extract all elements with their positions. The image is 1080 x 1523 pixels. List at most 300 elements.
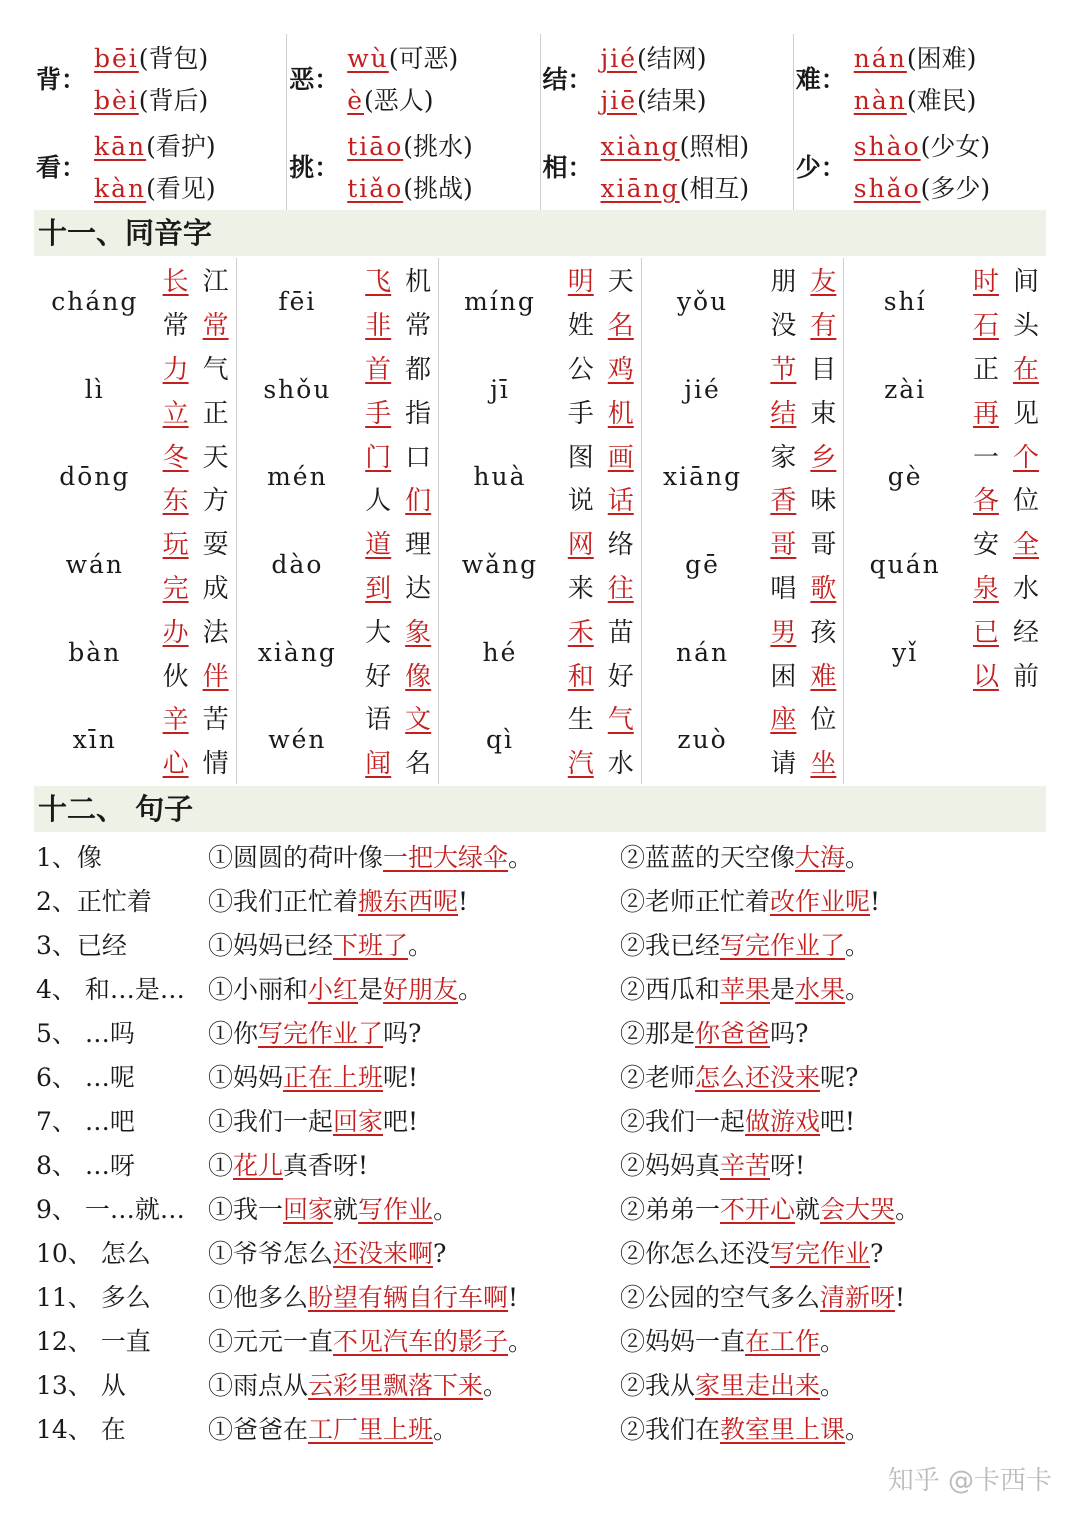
fill-in-phrase: 在工作 [745, 1327, 821, 1356]
homophone-group [844, 521, 1046, 609]
polyphone-char: 相： [542, 153, 593, 182]
example-sentence [208, 1322, 620, 1358]
sentence-text: ①妈妈 [208, 1063, 284, 1092]
homophone-group [844, 346, 1046, 434]
fill-in-phrase: 小红 [308, 975, 359, 1004]
example-sentence [208, 926, 620, 962]
polyphone-reading [347, 39, 539, 75]
homophone-pinyin: xīn [72, 725, 117, 755]
homophone-group [439, 696, 641, 784]
sentence-text: ②弟弟一 [620, 1195, 721, 1224]
word-char: 请 [770, 749, 797, 780]
example-word: (恶人) [364, 86, 434, 115]
example-sentence [620, 970, 1046, 1006]
target-char: 冬 [162, 442, 189, 473]
sentence-pattern: 12、 一直 [36, 1327, 151, 1356]
sentence-text: ②我从 [620, 1371, 696, 1400]
word-char: 机 [405, 267, 432, 298]
pinyin: nán [853, 44, 907, 73]
homophone-group [237, 433, 439, 521]
word-char: 一 [972, 442, 999, 473]
sentence-text: ②老师正忙着 [620, 887, 771, 916]
sentence-pattern: 1、像 [36, 843, 102, 872]
homophone-pinyin: yǐ [892, 637, 919, 667]
word-char: 图 [567, 442, 594, 473]
homophone-group [237, 521, 439, 609]
polyphone-reading [94, 127, 286, 163]
target-char: 汽 [567, 749, 594, 780]
homophone-pinyin: yǒu [676, 287, 729, 317]
pinyin: bēi [94, 44, 139, 73]
polyphone-reading [601, 127, 793, 163]
sentence-pattern: 13、 从 [36, 1371, 126, 1400]
sentence-text: 呀! [770, 1151, 806, 1180]
pinyin: tiāo [347, 132, 404, 161]
word-char: 语 [365, 705, 392, 736]
fill-in-phrase: 盼望有辆自行车啊 [308, 1283, 509, 1312]
sentence-text: ②妈妈一直 [620, 1327, 746, 1356]
sentence-text: ! [508, 1283, 519, 1312]
pinyin: xiāng [600, 174, 680, 203]
target-char: 在 [1012, 354, 1039, 385]
fill-in-phrase: 清新呀 [820, 1283, 896, 1312]
example-word: (相互) [679, 174, 750, 203]
fill-in-phrase: 会大哭 [820, 1195, 896, 1224]
sentence-text: ①妈妈已经 [208, 931, 334, 960]
sentence-text: 。 [845, 843, 871, 872]
example-word: (困难) [906, 44, 977, 73]
target-char: 明 [567, 267, 594, 298]
target-char: 象 [405, 617, 432, 648]
polyphone-cell [287, 34, 540, 210]
homophone-group [34, 258, 236, 346]
homophone-pinyin: gē [685, 550, 720, 580]
sentence-row [34, 1230, 1046, 1274]
homophone-pinyin: shí [883, 287, 927, 317]
homophone-pinyin: quán [869, 550, 941, 580]
fill-in-phrase: 大海 [795, 843, 846, 872]
polyphone-readings [601, 34, 793, 122]
example-word: (多少) [920, 174, 991, 203]
sentence-text: 呢? [820, 1063, 859, 1092]
target-char: 伴 [202, 661, 229, 692]
target-char: 男 [770, 617, 797, 648]
homophone-pinyin: wán [65, 550, 124, 580]
fill-in-phrase: 写完作业了 [720, 931, 846, 960]
pinyin: xiàng [600, 132, 680, 161]
sentence-text: ① [208, 1151, 234, 1180]
word-char: 情 [202, 749, 229, 780]
sentence-text: ①你 [208, 1019, 259, 1048]
example-word: (照相) [679, 132, 750, 161]
homophone-column [439, 258, 642, 784]
homophone-pinyin: míng [464, 287, 536, 317]
fill-in-phrase: 做游戏 [745, 1107, 821, 1136]
pinyin: wù [347, 44, 389, 73]
polyphone-readings [601, 122, 793, 210]
word-char: 水 [1012, 573, 1039, 604]
fill-in-phrase: 好朋友 [383, 975, 459, 1004]
homophone-pinyin: xiàng [257, 637, 337, 667]
sentence-text: ②你怎么还没 [620, 1239, 771, 1268]
example-sentence [620, 882, 1046, 918]
word-char: 法 [202, 617, 229, 648]
pinyin: jiē [600, 86, 638, 115]
word-char: 家 [770, 442, 797, 473]
target-char: 和 [567, 661, 594, 692]
homophone-pinyin: nán [676, 637, 730, 667]
homophone-pinyin: zài [884, 374, 927, 404]
example-sentence [208, 970, 620, 1006]
word-char: 正 [972, 354, 999, 385]
polyphone-cell [34, 34, 287, 210]
example-word: (挑战) [403, 174, 473, 203]
homophone-pinyin: mén [267, 462, 328, 492]
polyphone-reading [94, 39, 286, 75]
fill-in-phrase: 写完作业了 [258, 1019, 384, 1048]
word-char: 孩 [810, 617, 837, 648]
target-char: 像 [405, 661, 432, 692]
section-11-title: 十一、同音字 [34, 210, 1046, 256]
homophone-group [642, 608, 844, 696]
polyphone-cell [541, 34, 794, 210]
sentence-text: 吗? [383, 1019, 422, 1048]
target-char: 已 [972, 617, 999, 648]
example-sentence [208, 1410, 620, 1446]
polyphone-table [34, 34, 1046, 210]
homophone-group [844, 608, 1046, 696]
example-word: (看见) [146, 174, 216, 203]
word-char: 安 [972, 530, 999, 561]
example-word: (少女) [920, 132, 991, 161]
sentence-row [34, 922, 1046, 966]
example-sentence [620, 1234, 1046, 1270]
example-word: (结果) [637, 86, 707, 115]
homophone-pinyin: lì [84, 374, 105, 404]
example-sentence [620, 1014, 1046, 1050]
sentence-text: ②老师 [620, 1063, 696, 1092]
fill-in-phrase: 不见汽车的影子 [333, 1327, 509, 1356]
sentence-pattern: 11、 多么 [36, 1283, 151, 1312]
target-char: 各 [972, 486, 999, 517]
word-char: 苦 [202, 705, 229, 736]
sentence-text: 是 [770, 975, 796, 1004]
target-char: 再 [972, 398, 999, 429]
homophone-pinyin: qì [485, 725, 514, 755]
polyphone-char: 结： [542, 65, 593, 94]
sentence-row [34, 966, 1046, 1010]
word-char: 见 [1012, 398, 1039, 429]
target-char: 话 [607, 486, 634, 517]
homophone-column [34, 258, 237, 784]
pinyin: nàn [853, 86, 907, 115]
sentence-row [34, 1142, 1046, 1186]
sentence-text: ①他多么 [208, 1283, 309, 1312]
sentence-row [34, 1054, 1046, 1098]
example-sentence [208, 1014, 620, 1050]
target-char: 友 [810, 267, 837, 298]
word-char: 方 [202, 486, 229, 517]
target-char: 道 [365, 530, 392, 561]
target-char: 网 [567, 530, 594, 561]
sentence-text: ②我们一起 [620, 1107, 746, 1136]
word-char: 理 [405, 530, 432, 561]
homophone-group [34, 433, 236, 521]
polyphone-reading [854, 127, 1046, 163]
target-char: 首 [365, 354, 392, 385]
sentence-text: ! [870, 887, 881, 916]
sentence-text: 。 [508, 843, 534, 872]
fill-in-phrase: 你爸爸 [695, 1019, 771, 1048]
example-sentence [208, 882, 620, 918]
sentence-text: ? [433, 1239, 447, 1268]
homophone-group [34, 521, 236, 609]
watermark: 知乎 @卡西卡 [887, 1466, 1052, 1496]
polyphone-reading [601, 169, 793, 205]
sentence-text: 。 [845, 975, 871, 1004]
fill-in-phrase: 一把大绿伞 [383, 843, 509, 872]
sentence-pattern: 8、 …呀 [36, 1151, 135, 1180]
word-char: 经 [1012, 617, 1039, 648]
sentence-text: 。 [508, 1327, 534, 1356]
word-char: 哥 [810, 530, 837, 561]
target-char: 机 [607, 398, 634, 429]
word-char: 手 [567, 398, 594, 429]
homophone-pinyin: bàn [68, 637, 122, 667]
example-sentence [208, 1058, 620, 1094]
sentence-text: 。 [433, 1195, 459, 1224]
homophone-pinyin: wǎng [461, 550, 539, 580]
word-char: 困 [770, 661, 797, 692]
word-char: 来 [567, 573, 594, 604]
sentence-text: ①爸爸在 [208, 1415, 309, 1444]
polyphone-reading [601, 81, 793, 117]
word-char: 耍 [202, 530, 229, 561]
sentence-pattern: 4、 和…是… [36, 975, 185, 1004]
homophone-group [439, 521, 641, 609]
word-char: 常 [162, 311, 189, 342]
fill-in-phrase: 搬东西呢 [358, 887, 459, 916]
homophone-group [237, 608, 439, 696]
target-char: 非 [365, 311, 392, 342]
word-char: 成 [202, 573, 229, 604]
example-sentence [620, 1410, 1046, 1446]
homophone-column [844, 258, 1046, 784]
homophone-group [642, 346, 844, 434]
word-char: 位 [1012, 486, 1039, 517]
fill-in-phrase: 回家 [333, 1107, 384, 1136]
homophone-column [642, 258, 845, 784]
target-char: 常 [202, 311, 229, 342]
sentence-text: 吧! [383, 1107, 419, 1136]
polyphone-char: 恶： [289, 65, 340, 94]
polyphone-char: 少： [795, 153, 846, 182]
polyphone-cell [794, 34, 1046, 210]
polyphone-char: 看： [36, 153, 87, 182]
homophone-pinyin: shǒu [263, 374, 332, 404]
fill-in-phrase: 改作业呢 [770, 887, 871, 916]
sentence-text: ? [870, 1239, 884, 1268]
sentence-text: 呢! [383, 1063, 419, 1092]
target-char: 辛 [162, 705, 189, 736]
target-char: 石 [972, 311, 999, 342]
sentence-text: ! [895, 1283, 906, 1312]
target-char: 手 [365, 398, 392, 429]
target-char: 乡 [810, 442, 837, 473]
fill-in-phrase: 水果 [795, 975, 846, 1004]
sentence-row [34, 1274, 1046, 1318]
homophone-pinyin: fēi [278, 287, 317, 317]
sentence-text: 。 [408, 931, 434, 960]
fill-in-phrase: 苹果 [720, 975, 771, 1004]
homophone-pinyin: dào [271, 550, 324, 580]
polyphone-readings [347, 34, 539, 122]
sentence-text: 吗? [770, 1019, 809, 1048]
target-char: 心 [162, 749, 189, 780]
example-sentence [208, 1102, 620, 1138]
word-char: 朋 [770, 267, 797, 298]
example-sentence [208, 1146, 620, 1182]
polyphone-char: 难： [795, 65, 846, 94]
homophone-group [439, 433, 641, 521]
sentence-pattern: 10、 怎么 [36, 1239, 151, 1268]
target-char: 东 [162, 486, 189, 517]
target-char: 哥 [770, 530, 797, 561]
polyphone-readings [854, 122, 1046, 210]
target-char: 名 [607, 311, 634, 342]
fill-in-phrase: 工厂里上班 [308, 1415, 434, 1444]
example-sentence [208, 1190, 620, 1226]
word-char: 水 [607, 749, 634, 780]
homophone-group [642, 433, 844, 521]
sentence-text: 。 [895, 1195, 921, 1224]
homophone-pinyin: gè [887, 462, 923, 492]
sentence-text: ②妈妈真 [620, 1151, 721, 1180]
sentence-pattern: 3、已经 [36, 931, 127, 960]
target-char: 歌 [810, 573, 837, 604]
word-char: 伙 [162, 661, 189, 692]
target-char: 办 [162, 617, 189, 648]
sentence-text: 。 [845, 931, 871, 960]
sentence-text: 就 [795, 1195, 821, 1224]
sentence-row [34, 1406, 1046, 1450]
target-char: 坐 [810, 749, 837, 780]
word-char: 苗 [607, 617, 634, 648]
example-sentence [208, 838, 620, 874]
sentence-pattern: 6、 …呢 [36, 1063, 135, 1092]
target-char: 座 [770, 705, 797, 736]
fill-in-phrase: 还没来啊 [333, 1239, 434, 1268]
pinyin: shǎo [853, 174, 921, 203]
example-sentence [620, 1058, 1046, 1094]
sentence-text: 真香呀! [283, 1151, 369, 1180]
target-char: 个 [1012, 442, 1039, 473]
word-char: 天 [607, 267, 634, 298]
sentence-row [34, 1098, 1046, 1142]
example-sentence [620, 1322, 1046, 1358]
example-sentence [620, 1190, 1046, 1226]
sentence-pattern: 5、 …吗 [36, 1019, 135, 1048]
word-char: 江 [202, 267, 229, 298]
pinyin: è [347, 86, 365, 115]
pinyin: bèi [94, 86, 139, 115]
sentence-text: 。 [458, 975, 484, 1004]
sentence-pattern: 2、正忙着 [36, 887, 152, 916]
target-char: 禾 [567, 617, 594, 648]
fill-in-phrase: 下班了 [333, 931, 409, 960]
polyphone-readings [347, 122, 539, 210]
sentence-text: ①爷爷怎么 [208, 1239, 334, 1268]
target-char: 节 [770, 354, 797, 385]
target-char: 闻 [365, 749, 392, 780]
target-char: 到 [365, 573, 392, 604]
example-sentence [208, 1234, 620, 1270]
sentence-text: ①我们正忙着 [208, 887, 359, 916]
sentence-text: ②我已经 [620, 931, 721, 960]
example-sentence [208, 1366, 620, 1402]
fill-in-phrase: 云彩里飘落下来 [308, 1371, 484, 1400]
target-char: 时 [972, 267, 999, 298]
word-char: 生 [567, 705, 594, 736]
homophone-group [439, 608, 641, 696]
target-char: 完 [162, 573, 189, 604]
sentence-text: 是 [358, 975, 384, 1004]
fill-in-phrase: 辛苦 [720, 1151, 771, 1180]
homophone-pinyin: dōng [59, 462, 131, 492]
word-char: 公 [567, 354, 594, 385]
word-char: 没 [770, 311, 797, 342]
target-char: 画 [607, 442, 634, 473]
polyphone-reading [854, 81, 1046, 117]
homophone-group [844, 433, 1046, 521]
sentence-row [34, 1186, 1046, 1230]
target-char: 门 [365, 442, 392, 473]
polyphone-reading [601, 39, 793, 75]
sentence-row [34, 1362, 1046, 1406]
word-char: 好 [365, 661, 392, 692]
polyphone-reading [347, 127, 539, 163]
example-word: (看护) [146, 132, 216, 161]
target-char: 们 [405, 486, 432, 517]
homophone-pinyin: jié [684, 374, 721, 404]
sentence-text: ①我们一起 [208, 1107, 334, 1136]
example-sentence [620, 1366, 1046, 1402]
sentence-text: ②蓝蓝的天空像 [620, 843, 796, 872]
fill-in-phrase: 不开心 [720, 1195, 796, 1224]
example-sentence [620, 1102, 1046, 1138]
word-char: 大 [365, 617, 392, 648]
sentence-text: 。 [483, 1371, 509, 1400]
polyphone-readings [854, 34, 1046, 122]
word-char: 位 [810, 705, 837, 736]
fill-in-phrase: 写完作业 [770, 1239, 871, 1268]
polyphone-reading [347, 169, 539, 205]
pinyin: shào [853, 132, 921, 161]
word-char: 间 [1012, 267, 1039, 298]
word-char: 目 [810, 354, 837, 385]
target-char: 有 [810, 311, 837, 342]
homophone-pinyin: jī [490, 374, 510, 404]
homophone-group [237, 696, 439, 784]
polyphone-reading [854, 39, 1046, 75]
sentence-row [34, 1318, 1046, 1362]
homophone-column [237, 258, 440, 784]
polyphone-reading [94, 169, 286, 205]
word-char: 天 [202, 442, 229, 473]
fill-in-phrase: 写作业 [358, 1195, 434, 1224]
word-char: 都 [405, 354, 432, 385]
pinyin: kān [94, 132, 147, 161]
